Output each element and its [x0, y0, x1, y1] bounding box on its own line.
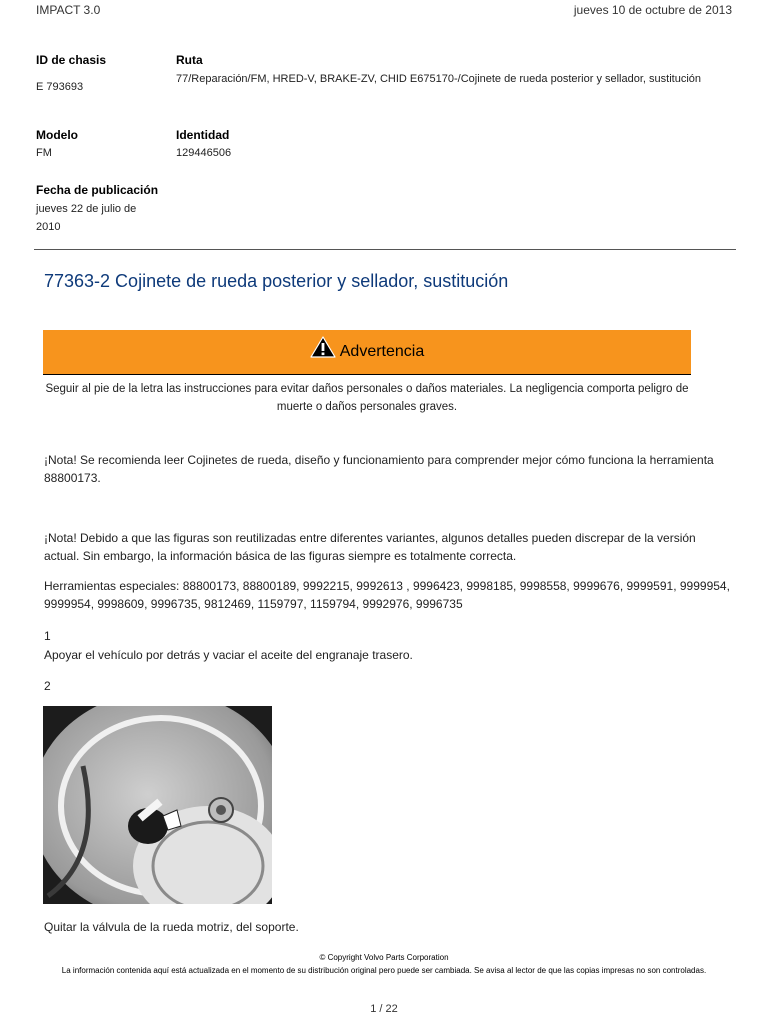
warning-triangle-icon	[310, 336, 336, 363]
warning-banner	[43, 330, 691, 375]
print-date: jueves 10 de octubre de 2013	[573, 3, 732, 17]
document-title: 77363-2 Cojinete de rueda posterior y sellador, sustitución	[44, 271, 509, 291]
route-label: Ruta	[176, 53, 203, 67]
wheel-valve-photo	[43, 706, 272, 904]
identity-label: Identidad	[176, 128, 230, 142]
warning-label: Advertencia	[339, 343, 425, 360]
note-cojinetes: ¡Nota! Se recomienda leer Cojinetes de rueda, diseño y funcionamiento para comprender mejor cómo funciona la herramienta 88800173.	[44, 453, 714, 485]
model-value: FM	[36, 147, 52, 159]
step-1-text: Apoyar el vehículo por detrás y vaciar el aceite del engranaje trasero.	[44, 648, 413, 662]
copyright: © Copyright Volvo Parts Corporation	[319, 953, 449, 962]
warning-text: Seguir al pie de la letra las instrucciones para evitar daños personales o daños materiales. La negligencia comporta peligro de muerte o daños personales graves.	[45, 383, 689, 413]
step-1-number: 1	[44, 629, 51, 643]
identity-value: 129446506	[176, 147, 232, 159]
publication-label: Fecha de publicación	[36, 183, 159, 197]
chassis-value: E 793693	[36, 81, 84, 93]
route-value: 77/Reparación/FM, HRED-V, BRAKE-ZV, CHID E675170-/Cojinete de rueda posterior y sellador, sustitución	[176, 73, 701, 85]
step-2-caption: Quitar la válvula de la rueda motriz, del soporte.	[44, 920, 299, 934]
model-label: Modelo	[36, 128, 78, 142]
special-tools: Herramientas especiales: 88800173, 88800189, 9992215, 9992613 , 9996423, 9998185, 9998558, 9999676, 9999591, 9999954, 9999954, 9998609, 9996735, 9812469, 1159797, 1159794, 9992976, 9996735	[44, 579, 730, 611]
chassis-label: ID de chasis	[36, 53, 107, 67]
step-2-number: 2	[44, 679, 51, 693]
page-number: 1 / 22	[370, 1003, 398, 1015]
disclaimer: La información contenida aquí está actualizada en el momento de su distribución original pero puede ser cambiada. Se avisa al lector de que las copias impresas no son controladas.	[61, 966, 707, 975]
header-divider	[34, 249, 736, 250]
note-figures: ¡Nota! Debido a que las figuras son reutilizadas entre diferentes variantes, algunos detalles pueden discrepar de la versión actual. Sin embargo, la información básica de las figuras siempre es totalmente correcta.	[44, 531, 696, 563]
publication-value: jueves 22 de julio de 2010	[36, 203, 137, 233]
app-name: IMPACT 3.0	[36, 3, 101, 17]
